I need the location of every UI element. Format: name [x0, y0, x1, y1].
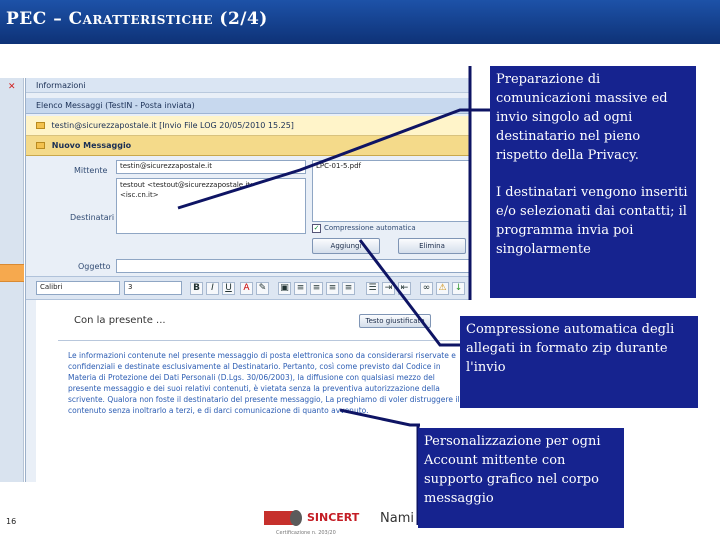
selected-message-label: testin@sicurezzapostale.it [Invio File LOG 20/05/2010 15.25] [51, 121, 294, 130]
sincert-certification: Certificazione n. 203/20 [276, 530, 336, 536]
justify-tooltip-button[interactable]: Testo giustificato [359, 314, 431, 328]
mittente-field[interactable]: testin@sicurezzapostale.it [116, 160, 306, 174]
namirial-logo: Nami [380, 511, 414, 526]
slide-title: PEC – Caratteristiche (2/4) [6, 9, 268, 29]
bold-icon[interactable]: B [190, 282, 203, 295]
page-number: 16 [6, 517, 17, 526]
justify-icon[interactable]: ≡ [342, 282, 355, 295]
align-right-icon[interactable]: ≡ [326, 282, 339, 295]
sincert-logo: SINCERT [307, 511, 360, 524]
compression-label: Compressione automatica [324, 224, 416, 232]
download-icon[interactable]: ↓ [452, 282, 465, 295]
leader-line-privacy [178, 110, 492, 208]
callout-privacy-text: Preparazione di comunicazioni massive ed invio singolo ad ogni destinatario nel pieno rispetto della Privacy. [496, 72, 668, 163]
disclaimer-text: Le informazioni contenute nel presente messaggio di posta elettronica sono da considerarsi riservate e confidenziali e destinate esclusivamente al Destinatario. Pertanto, così come previsto dal Codice in Materia di Protezione dei Dati Personali (D.Lgs. 30/06/2003), la diffusione con qualsiasi mezzo del presente messaggio e dei suoi relativi contenuti, è vietata senza la preventiva autorizzazione della scrivente. Qualora non foste il destinatario del presente messaggio, La preghiamo di voler distruggere il contenuto senza inoltrarlo a terzi, e di darci comunicazione di quanto avvenuto. [68, 351, 460, 415]
callout-compression-text: Compressione automatica degli allegati in formato zip durante l'invio [466, 322, 675, 375]
greeting-text: Con la presente ... [74, 315, 166, 326]
add-attachment-button[interactable]: Aggiungi [312, 238, 380, 254]
destinatari-label: Destinatari [70, 213, 115, 222]
underline-icon[interactable]: U [222, 282, 235, 295]
font-color-icon[interactable]: A [240, 282, 253, 295]
new-message-label: Nuovo Messaggio [51, 141, 132, 150]
compression-checkbox[interactable]: ✓ [313, 224, 320, 232]
remove-attachment-button[interactable]: Elimina [398, 238, 466, 254]
font-select[interactable]: Calibri [36, 281, 120, 295]
font-size-select[interactable]: 3 [124, 281, 182, 295]
leader-line-personalization [340, 410, 420, 425]
highlight-icon[interactable]: ✎ [256, 282, 269, 295]
italic-icon[interactable]: I [206, 282, 219, 295]
leader-line-compression [360, 240, 462, 345]
mittente-label: Mittente [74, 166, 108, 175]
list-icon[interactable]: ☰ [366, 282, 379, 295]
align-left-icon[interactable]: ≡ [294, 282, 307, 295]
link-icon[interactable]: ∞ [420, 282, 433, 295]
destinatario-1: testout <testout@sicurezzapostale.it> [120, 181, 256, 189]
indent-icon[interactable]: ⇥ [382, 282, 395, 295]
align-center-icon[interactable]: ≡ [310, 282, 323, 295]
image-icon[interactable]: ▣ [278, 282, 291, 295]
oggetto-label: Oggetto [78, 262, 111, 271]
callout-personalization-text: Personalizzazione per ogni Account mittente con supporto grafico nel corpo messaggio [424, 434, 601, 506]
warning-icon[interactable]: ⚠ [436, 282, 449, 295]
attachment-file: LPC-01-5.pdf [316, 162, 361, 170]
callout-recipients-text: I destinatari vengono inseriti e/o selezionati dai contatti; il programma invia poi singolarmente [496, 185, 688, 257]
callout-compression [460, 316, 698, 408]
callout-privacy [490, 66, 696, 298]
sincert-seal [290, 510, 302, 526]
outdent-icon[interactable]: ⇤ [398, 282, 411, 295]
close-icon[interactable]: ✕ [8, 82, 16, 92]
callout-personalization [418, 428, 624, 528]
info-bar-label: Informazioni [36, 81, 86, 90]
message-list-title: Elenco Messaggi (TestIN - Posta inviata) [36, 101, 195, 110]
destinatario-2: <isc.cn.it> [120, 191, 159, 199]
